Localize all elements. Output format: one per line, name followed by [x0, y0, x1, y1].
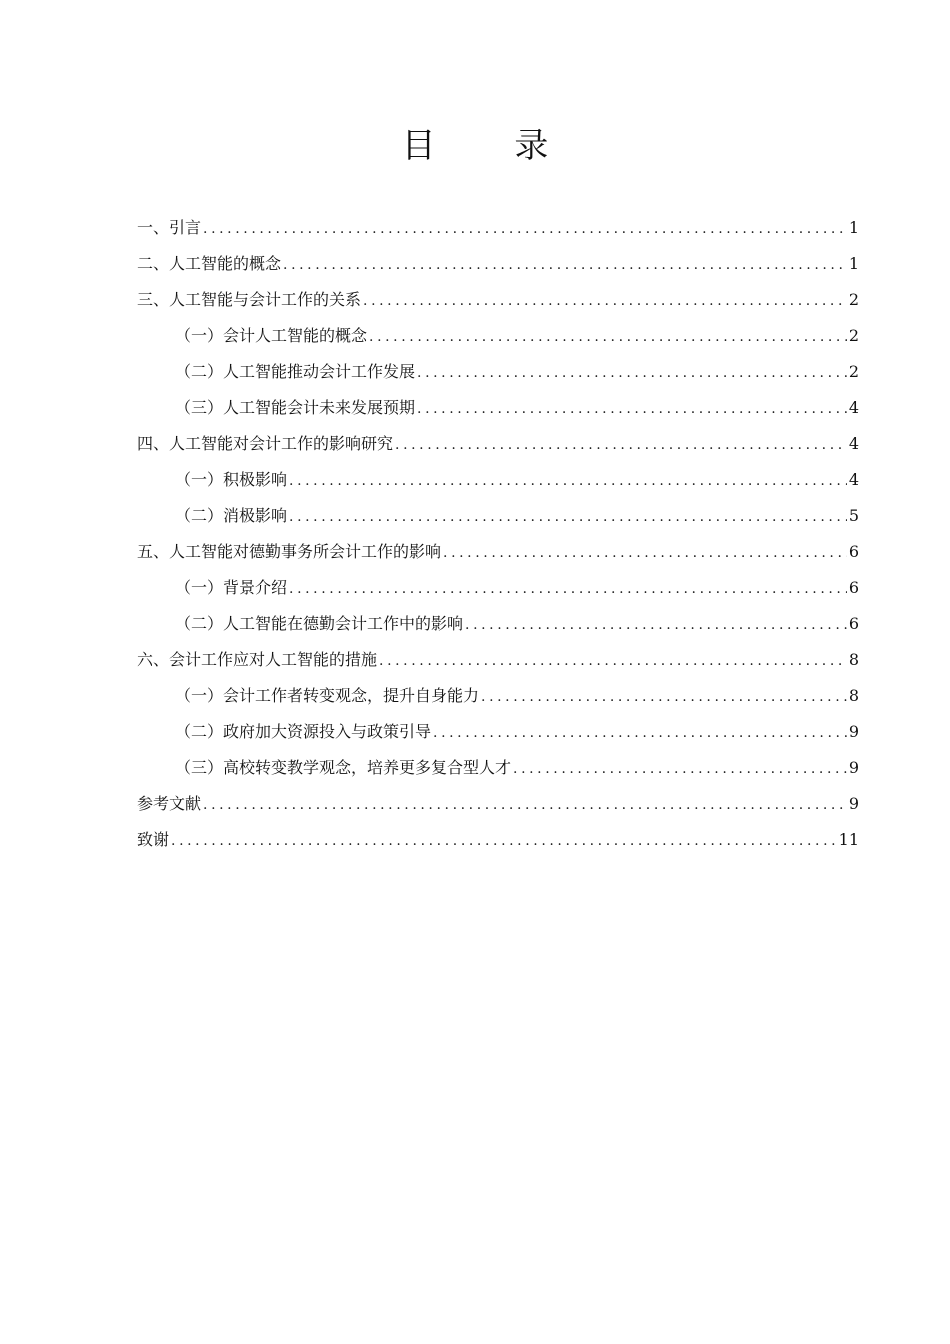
toc-entry-label: 三、人工智能与会计工作的关系 [137, 290, 362, 309]
leader-dots [171, 823, 837, 858]
toc-entry-page: 4 [848, 470, 859, 489]
toc-entry-page: 8 [848, 686, 859, 705]
toc-entry-page: 1 [848, 218, 859, 237]
toc-subentry[interactable] [137, 390, 859, 426]
toc-entry-label: （一）会计工作者转变观念，提升自身能力 [175, 686, 480, 705]
leader-dots [283, 247, 847, 282]
toc-subentry[interactable] [137, 354, 859, 390]
toc-entry-page: 6 [848, 542, 859, 561]
toc-entry-page: 4 [848, 434, 859, 453]
toc-entry-page: 8 [848, 650, 859, 669]
leader-dots [203, 787, 847, 822]
toc-subentry[interactable] [137, 570, 859, 606]
toc-entry-label: （二）政府加大资源投入与政策引导 [175, 722, 432, 741]
toc-entry-page: 9 [848, 758, 859, 777]
toc-subentry[interactable] [137, 462, 859, 498]
toc-entry-label: 参考文献 [137, 794, 202, 813]
toc-entry-label: （一）积极影响 [175, 470, 288, 489]
toc-entry-label: （二）消极影响 [175, 506, 288, 525]
toc-entry-page: 9 [848, 722, 859, 741]
leader-dots [443, 535, 847, 570]
toc-entry-page: 5 [848, 506, 859, 525]
toc-entry[interactable] [137, 642, 859, 678]
toc-entry[interactable] [137, 426, 859, 462]
toc-entry-label: 致谢 [137, 830, 170, 849]
toc-subentry[interactable] [137, 606, 859, 642]
page-title: 目 录 [401, 126, 583, 166]
toc-subentry[interactable] [137, 714, 859, 750]
leader-dots [289, 499, 847, 534]
toc-entry-label: （二）人工智能推动会计工作发展 [175, 362, 416, 381]
toc-entry-label: 四、人工智能对会计工作的影响研究 [137, 434, 394, 453]
leader-dots [369, 319, 847, 354]
toc-entry-page: 11 [838, 830, 859, 849]
toc-subentry[interactable] [137, 318, 859, 354]
toc-entry-page: 6 [848, 578, 859, 597]
leader-dots [481, 679, 847, 714]
toc-entry-page: 2 [848, 290, 859, 309]
toc-subentry[interactable] [137, 678, 859, 714]
toc-entry[interactable] [137, 210, 859, 246]
toc-entry[interactable] [137, 822, 859, 858]
toc-subentry[interactable] [137, 750, 859, 786]
toc-entry-page: 1 [848, 254, 859, 273]
leader-dots [289, 463, 847, 498]
leader-dots [465, 607, 847, 642]
toc-entry[interactable] [137, 246, 859, 282]
toc-subentry[interactable] [137, 498, 859, 534]
toc-entry-page: 2 [848, 326, 859, 345]
leader-dots [379, 643, 847, 678]
toc-entry-page: 9 [848, 794, 859, 813]
toc-entry-label: （一）背景介绍 [175, 578, 288, 597]
leader-dots [417, 355, 847, 390]
leader-dots [417, 391, 847, 426]
toc-entry[interactable] [137, 534, 859, 570]
toc-entry-page: 4 [848, 398, 859, 417]
toc-entry-label: 六、会计工作应对人工智能的措施 [137, 650, 378, 669]
toc-entry-label: （一）会计人工智能的概念 [175, 326, 368, 345]
toc-entry-page: 2 [848, 362, 859, 381]
toc-entry-label: 一、引言 [137, 218, 202, 237]
leader-dots [203, 211, 847, 246]
toc-entry-label: 五、人工智能对德勤事务所会计工作的影响 [137, 542, 442, 561]
leader-dots [395, 427, 847, 462]
leader-dots [513, 751, 847, 786]
leader-dots [433, 715, 847, 750]
table-of-contents [137, 210, 859, 858]
toc-entry-label: （三）人工智能会计未来发展预期 [175, 398, 416, 417]
leader-dots [289, 571, 847, 606]
toc-entry[interactable] [137, 282, 859, 318]
toc-entry-page: 6 [848, 614, 859, 633]
leader-dots [363, 283, 847, 318]
toc-entry-label: 二、人工智能的概念 [137, 254, 282, 273]
toc-entry-label: （二）人工智能在德勤会计工作中的影响 [175, 614, 464, 633]
toc-entry[interactable] [137, 786, 859, 822]
toc-entry-label: （三）高校转变教学观念，培养更多复合型人才 [175, 758, 512, 777]
